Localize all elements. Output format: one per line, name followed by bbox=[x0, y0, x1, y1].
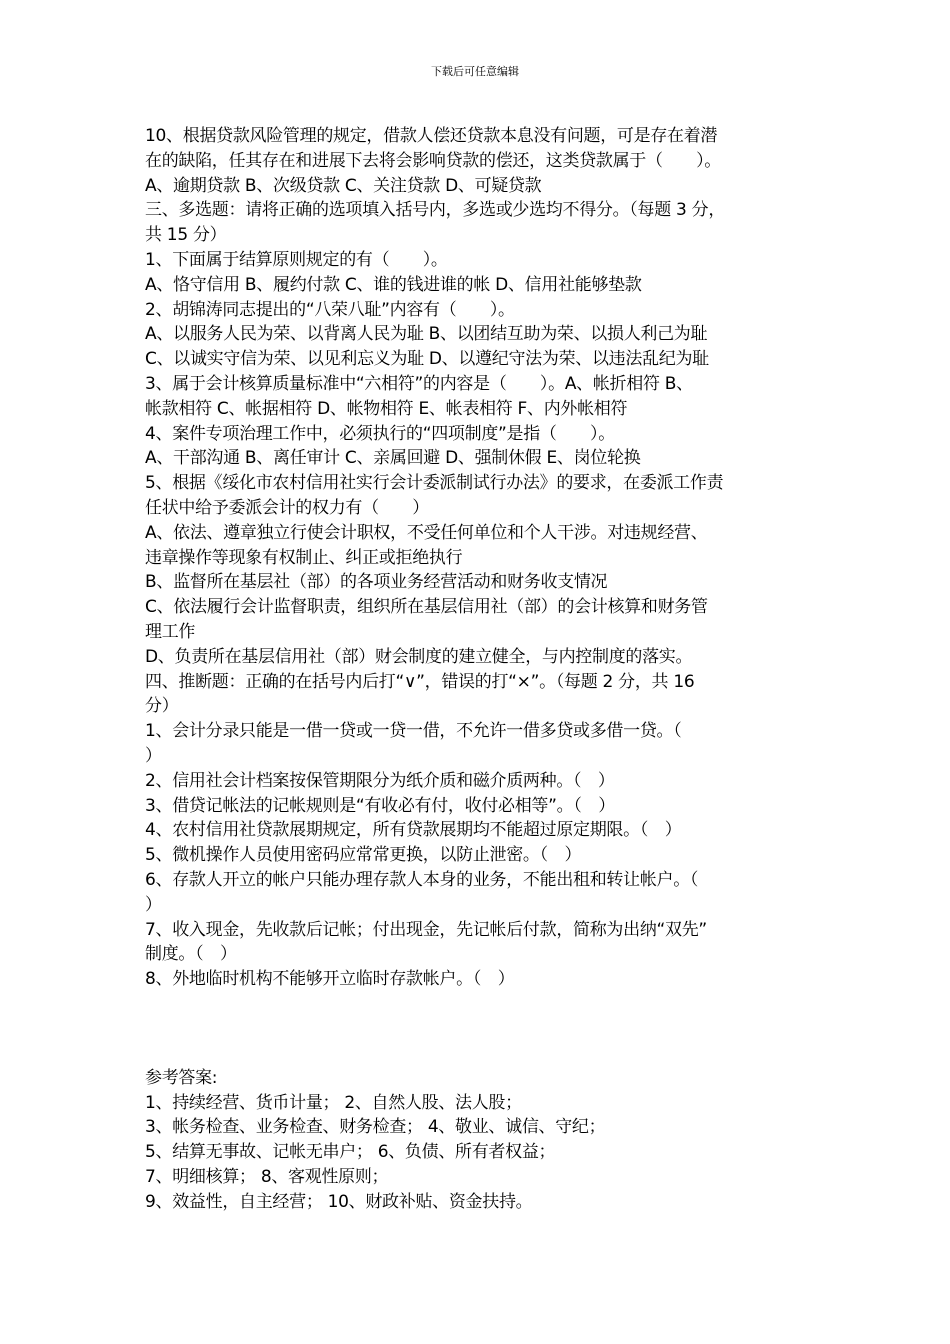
section-heading: 四、推断题：正确的在括号内后打“∨”，错误的打“×”。（每题 2 分，共 16 bbox=[145, 671, 695, 692]
text-line: 2、信用社会计档案按保管期限分为纸介质和磁介质两种。（ ） bbox=[145, 770, 615, 791]
text-line: 1、会计分录只能是一借一贷或一贷一借，不允许一借多贷或多借一贷。（ bbox=[145, 721, 682, 742]
text-line: 理工作 bbox=[145, 621, 196, 642]
section-heading: 共 15 分） bbox=[145, 225, 227, 246]
text-line: 在的缺陷，任其存在和进展下去将会影响贷款的偿还，这类贷款属于（ ）。 bbox=[145, 150, 721, 171]
section-heading: 三、多选题：请将正确的选项填入括号内，多选或少选均不得分。（每题 3 分， bbox=[145, 200, 726, 221]
text-line: A、以服务人民为荣、以背离人民为耻 B、以团结互助为荣、以损人利己为耻 bbox=[145, 324, 708, 345]
answer-line: 5、结算无事故、记帐无串户； 6、负债、所有者权益； bbox=[145, 1142, 556, 1163]
text-line: 5、根据《绥化市农村信用社实行会计委派制试行办法》的要求，在委派工作责 bbox=[145, 473, 724, 494]
text-line: 3、属于会计核算质量标准中“六相符”的内容是（ ）。A、帐折相符 B、 bbox=[145, 373, 693, 394]
section-gap bbox=[145, 992, 815, 1066]
answer-line: 7、明细核算； 8、客观性原则； bbox=[145, 1167, 389, 1188]
text-line: 10、根据贷款风险管理的规定，借款人偿还贷款本息没有问题，可是存在着潜 bbox=[145, 126, 718, 146]
text-line: C、以诚实守信为荣、以见利忘义为耻 D、以遵纪守法为荣、以违法乱纪为耻 bbox=[145, 349, 709, 370]
answer-line: 9、效益性，自主经营； 10、财政补贴、资金扶持。 bbox=[145, 1191, 533, 1212]
text-line: A、干部沟通 B、离任审计 C、亲属回避 D、强制休假 E、岗位轮换 bbox=[145, 448, 641, 469]
text-line: 5、微机操作人员使用密码应常常更换，以防止泄密。（ ） bbox=[145, 845, 582, 866]
document-body bbox=[145, 124, 815, 1215]
text-line: 帐款相符 C、帐据相符 D、帐物相符 E、帐表相符 F、内外帐相符 bbox=[145, 398, 628, 419]
text-line: 2、胡锦涛同志提出的“八荣八耻”内容有（ ）。 bbox=[145, 299, 515, 320]
page-header: 下载后可任意编辑 bbox=[431, 65, 519, 78]
text-line: 3、借贷记帐法的记帐规则是“有收必有付，收付必相等”。（ ） bbox=[145, 795, 615, 816]
text-line: 8、外地临时机构不能够开立临时存款帐户。（ ） bbox=[145, 969, 515, 990]
text-line: ） bbox=[145, 745, 162, 766]
text-line: ） bbox=[145, 894, 162, 915]
answer-line: 3、帐务检查、业务检查、财务检查； 4、敬业、诚信、守纪； bbox=[145, 1117, 606, 1138]
text-line: 任状中给予委派会计的权力有（ ） bbox=[145, 497, 429, 518]
text-line: 6、存款人开立的帐户只能办理存款人本身的业务，不能出租和转让帐户。（ bbox=[145, 869, 699, 890]
text-line: A、恪守信用 B、履约付款 C、谁的钱进谁的帐 D、信用社能够垫款 bbox=[145, 274, 642, 295]
text-line: D、负责所在基层信用社（部）财会制度的建立健全，与内控制度的落实。 bbox=[145, 646, 693, 667]
text-line: A、逾期贷款 B、次级贷款 C、关注贷款 D、可疑贷款 bbox=[145, 175, 542, 196]
text-line: 制度。（ ） bbox=[145, 944, 237, 965]
answer-line: 1、持续经营、货币计量； 2、自然人股、法人股； bbox=[145, 1092, 522, 1113]
answers-heading: 参考答案: bbox=[145, 1067, 218, 1088]
text-line: 4、农村信用社贷款展期规定，所有贷款展期均不能超过原定期限。（ ） bbox=[145, 820, 682, 841]
text-line: B、监督所在基层社（部）的各项业务经营活动和财务收支情况 bbox=[145, 572, 608, 593]
text-line: 违章操作等现象有权制止、纠正或拒绝执行 bbox=[145, 547, 463, 568]
text-line: 1、下面属于结算原则规定的有（ ）。 bbox=[145, 249, 448, 270]
text-line: C、依法履行会计监督职责，组织所在基层信用社（部）的会计核算和财务管 bbox=[145, 597, 708, 618]
text-line: A、依法、遵章独立行使会计职权，不受任何单位和个人干涉。对违规经营、 bbox=[145, 522, 708, 543]
section-heading: 分） bbox=[145, 696, 179, 717]
text-line: 7、收入现金，先收款后记帐；付出现金，先记帐后付款，简称为出纳“双先” bbox=[145, 919, 707, 940]
text-line: 4、案件专项治理工作中，必须执行的“四项制度”是指（ ）。 bbox=[145, 423, 615, 444]
